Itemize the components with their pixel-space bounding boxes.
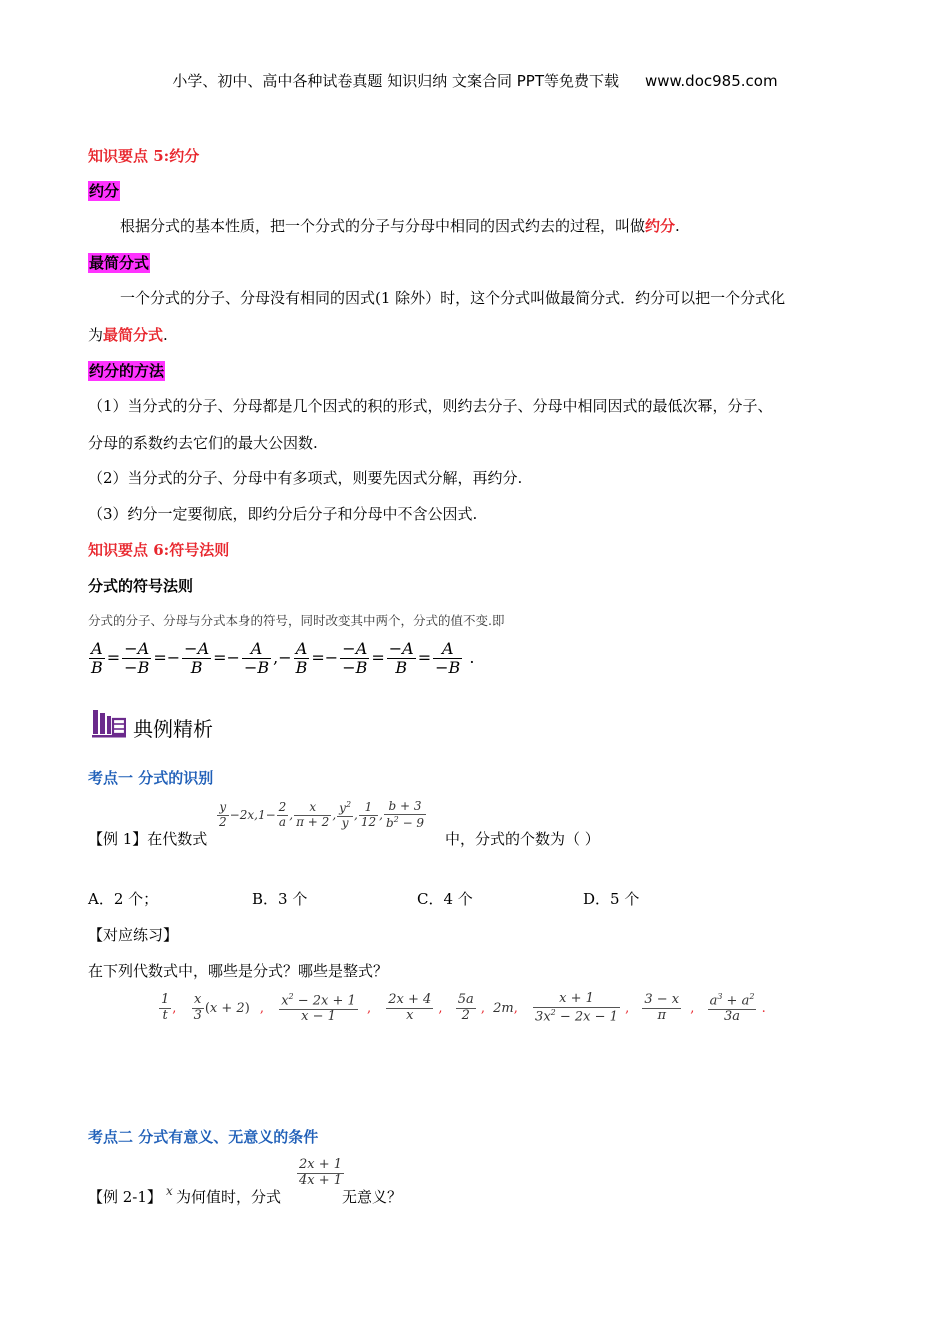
zuijian-term: 最简分式	[103, 326, 164, 344]
section6-desc: 分式的分子、分母与分式本身的符号，同时改变其中两个，分式的值不变.即	[88, 613, 505, 628]
method1-line2: 分母的系数约去它们的最大公因数.	[88, 434, 318, 452]
method-label: 约分的方法	[89, 362, 165, 380]
example2-1-var: x	[166, 1184, 173, 1198]
section6-subtitle: 分式的符号法则	[88, 577, 194, 595]
header-text: 小学、初中、高中各种试卷真题 知识归纳 文案合同 PPT等免费下载	[172, 72, 619, 90]
option-c[interactable]: C．4 个	[417, 890, 473, 908]
sign-rule-formula: $\frac{A}{B}$ = $\frac{-A}{-B}$ =− $\frac{-A}{B}$ =− $\frac{A}{-B}$ ,− $\frac{A}{B}$ =− $\frac{-A}{-B}$ = $\frac{-A}{B}$ = $\frac{A}{-B}$ .	[91, 639, 475, 678]
option-d[interactable]: D．5 个	[583, 890, 640, 908]
yuefen-definition: 根据分式的基本性质，把一个分式的分子与分母中相同的因式约去的过程，叫做约分.	[120, 217, 680, 235]
header-url[interactable]: www.doc985.com	[644, 72, 778, 90]
page-header	[0, 70, 950, 91]
yuefen-term: 约分	[645, 217, 676, 235]
example2-1-mid: 为何值时，分式	[176, 1188, 282, 1206]
example1-prefix: 【例 1】在代数式	[88, 830, 208, 848]
method1-line1: （1）当分式的分子、分母都是几个因式的积的形式，则约去分子、分母中相同因式的最低次幂，分子、	[88, 397, 773, 415]
method3: （3）约分一定要彻底，即约分后分子和分母中不含公因式.	[88, 505, 478, 523]
zuijian-definition-line2: 为最简分式.	[88, 326, 168, 344]
option-b[interactable]: B．3 个	[252, 890, 308, 908]
option-a[interactable]: A．2 个；	[88, 890, 159, 908]
example2-1-suffix: 无意义？	[342, 1188, 403, 1206]
zuijian-label: 最简分式	[89, 254, 150, 272]
practice-label: 【对应练习】	[88, 926, 179, 944]
kaodian1-title: 考点一 分式的识别	[88, 769, 214, 787]
example2-1	[88, 1158, 508, 1208]
example1-expressions: $\frac{y}{2}$ −2x,1− $\frac{2}{a}$ , $\frac{x}{\pi + 2}$ , $\frac{y^2}{y}$ , $\frac{1}{12}$ , $\frac{b + 3}{b^2 - 9}$	[219, 799, 425, 830]
yuefen-label: 约分	[89, 182, 120, 200]
examples-heading: 典例精析	[133, 717, 213, 741]
practice-question: 在下列代数式中，哪些是分式？哪些是整式？	[88, 962, 389, 980]
method2: （2）当分式的分子、分母中有多项式，则要先因式分解，再约分.	[88, 469, 523, 487]
example2-1-prefix: 【例 2-1】	[88, 1188, 162, 1206]
kaodian2-title: 考点二 分式有意义、无意义的条件	[88, 1128, 319, 1146]
practice-expressions: $\frac{1}{t}$ , $\frac{x}{3}$ (x + 2) , $\frac{x^2 - 2x + 1}{x - 1}$ , $\frac{2x + 4}{x}$ , $\frac{5a}{2}$ , 2m, $\frac{x + 1}{3x^2 - 2x - 1}$ , $\frac{3 - x}{\pi}$ , $\frac{a^3 + a^2}{3a}$ .	[161, 991, 766, 1025]
section6-title: 知识要点 6:符号法则	[88, 541, 230, 559]
books-icon	[92, 708, 126, 738]
example2-1-fraction: $\frac{2x + 1}{4x + 1}$	[299, 1157, 343, 1188]
zuijian-definition-line1: 一个分式的分子、分母没有相同的因式(1 除外）时，这个分式叫做最简分式．约分可以把一个分式化	[120, 289, 786, 307]
example1-suffix: 中，分式的个数为（ ）	[445, 830, 600, 848]
section5-title: 知识要点 5:约分	[88, 147, 200, 165]
